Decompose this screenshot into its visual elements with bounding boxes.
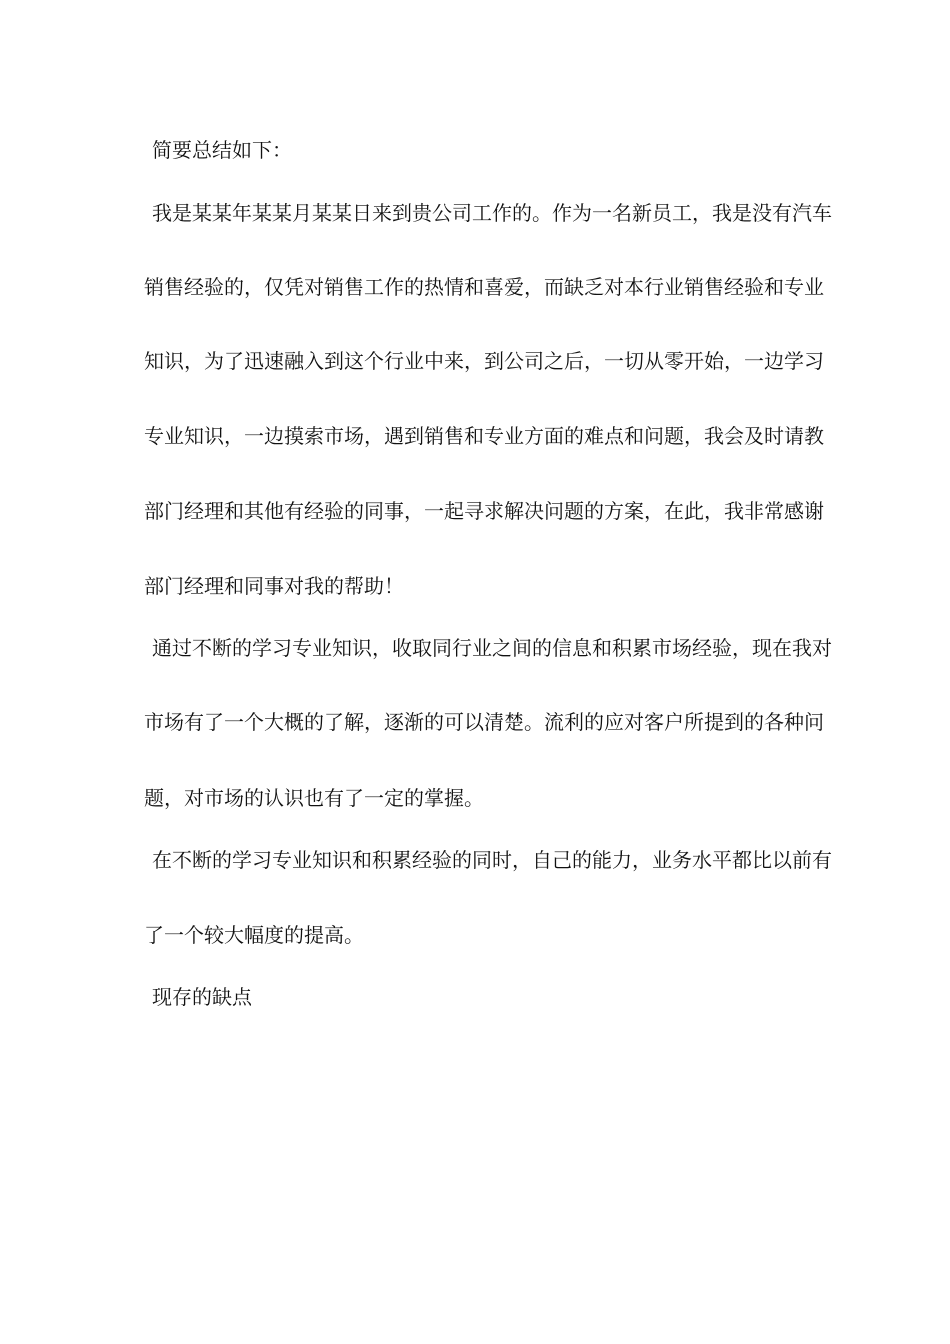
paragraph-line: 销售经验的，仅凭对销售工作的热情和喜爱，而缺乏对本行业销售经验和专业 — [144, 275, 824, 299]
paragraph-line: 市场有了一个大概的了解，逐渐的可以清楚。流利的应对客户所提到的各种问 — [144, 710, 824, 734]
paragraph-line: 在不断的学习专业知识和积累经验的同时，自己的能力，业务水平都比以前有 — [152, 848, 832, 872]
paragraph-line: 题，对市场的认识也有了一定的掌握。 — [144, 786, 484, 810]
section-intro-heading: 简要总结如下： — [152, 138, 292, 162]
paragraph-line: 知识，为了迅速融入到这个行业中来，到公司之后，一切从零开始，一边学习 — [144, 349, 824, 373]
paragraph-line: 部门经理和其他有经验的同事，一起寻求解决问题的方案，在此，我非常感谢 — [144, 499, 824, 523]
paragraph-line: 专业知识，一边摸索市场，遇到销售和专业方面的难点和问题，我会及时请教 — [144, 424, 824, 448]
section-shortcomings-heading: 现存的缺点 — [152, 985, 252, 1009]
paragraph-line: 部门经理和同事对我的帮助！ — [144, 574, 404, 598]
paragraph-line: 通过不断的学习专业知识，收取同行业之间的信息和积累市场经验，现在我对 — [152, 636, 832, 660]
paragraph-line: 了一个较大幅度的提高。 — [144, 923, 364, 947]
paragraph-line: 我是某某年某某月某某日来到贵公司工作的。作为一名新员工，我是没有汽车 — [152, 201, 832, 225]
